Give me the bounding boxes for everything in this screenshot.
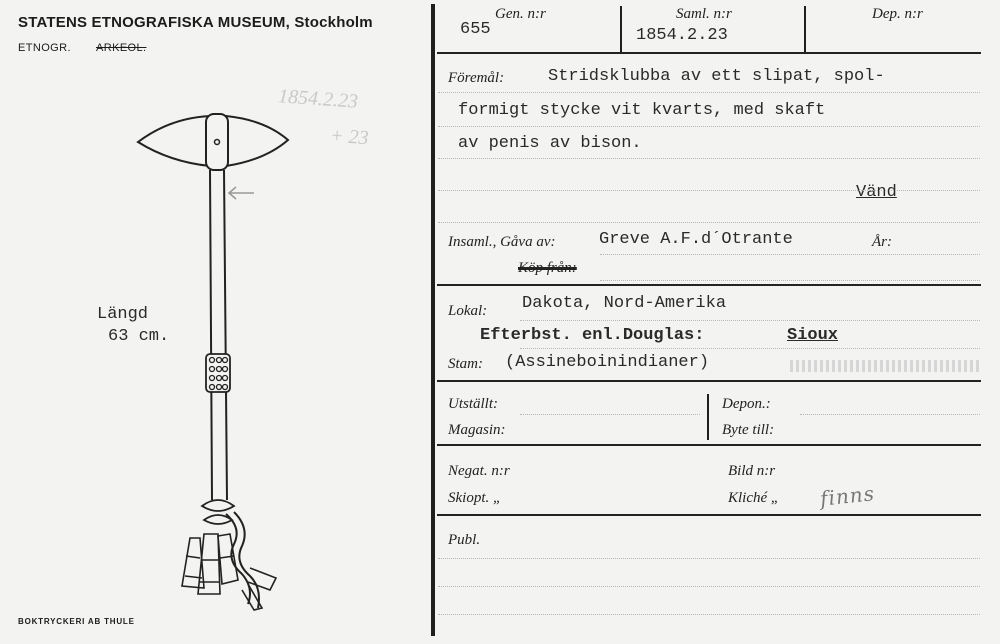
magasin-label: Magasin: — [448, 422, 506, 438]
war-club-drawing — [130, 108, 300, 613]
ruled-line — [600, 280, 980, 281]
bild-label: Bild n:r — [728, 463, 776, 479]
arrow-icon — [226, 184, 256, 202]
kliche-label: Kliché „ — [728, 490, 780, 506]
divider — [437, 444, 981, 446]
ruled-line — [600, 254, 980, 255]
divider — [620, 6, 622, 52]
depon-label: Depon.: — [722, 396, 771, 412]
length-label: Längd — [97, 305, 149, 324]
museum-title: STATENS ETNOGRAFISKA MUSEUM, Stockholm — [18, 14, 373, 31]
divider — [707, 394, 709, 440]
ruled-line — [438, 126, 980, 127]
foremal-line-3: av penis av bison. — [458, 134, 642, 153]
kliche-note: finns — [818, 481, 876, 511]
foremal-label: Föremål: — [448, 70, 505, 86]
divider — [437, 514, 981, 516]
divider — [437, 380, 981, 382]
utstallt-label: Utställt: — [448, 396, 499, 412]
divider — [437, 284, 981, 286]
ruled-line — [800, 414, 980, 415]
dept-arkeol: ARKEOL. — [96, 42, 147, 54]
stam-label: Stam: — [448, 356, 483, 372]
ruled-line — [520, 414, 700, 415]
insaml-label: Insaml., Gåva av: — [448, 234, 556, 250]
ruled-line — [438, 158, 980, 159]
saml-label: Saml. n:r — [676, 6, 732, 22]
publ-label: Publ. — [448, 532, 481, 548]
dep-label: Dep. n:r — [872, 6, 923, 22]
gen-label: Gen. n:r — [495, 6, 546, 22]
gen-number: 655 — [460, 20, 491, 39]
lokal-label: Lokal: — [448, 303, 488, 319]
stam-value: (Assineboinindianer) — [505, 353, 710, 372]
lokal-value: Dakota, Nord-Amerika — [522, 294, 727, 313]
card-divider — [431, 4, 435, 636]
ruled-line — [438, 558, 980, 559]
lokal-note: Efterbst. enl.Douglas: — [480, 326, 705, 345]
ruled-line — [438, 190, 980, 191]
pencil-note-2: + 23 — [329, 124, 370, 150]
length-value: 63 cm. — [108, 327, 170, 346]
negat-label: Negat. n:r — [448, 463, 510, 479]
ruled-line — [438, 92, 980, 93]
kop-label: Köp från: — [518, 260, 577, 276]
ruled-line — [438, 222, 980, 223]
ruled-line — [520, 320, 980, 321]
year-label: År: — [872, 234, 892, 250]
divider — [804, 6, 806, 52]
ruled-line — [520, 348, 980, 349]
pencil-note-1: 1854.2.23 — [277, 85, 359, 113]
lokal-tribe: Sioux — [787, 326, 839, 345]
saml-number: 1854.2.23 — [636, 26, 728, 45]
skiopt-label: Skiopt. „ — [448, 490, 502, 506]
vand-note: Vänd — [856, 183, 897, 202]
ruled-line — [438, 614, 980, 615]
erased-text — [790, 360, 980, 372]
printer-imprint: BOKTRYCKERI AB THULE — [18, 617, 135, 626]
foremal-line-1: Stridsklubba av ett slipat, spol- — [548, 67, 885, 86]
ruled-line — [438, 586, 980, 587]
dept-etnogr: ETNOGR. — [18, 42, 71, 54]
insaml-value: Greve A.F.d´Otrante — [599, 230, 793, 249]
foremal-line-2: formigt stycke vit kvarts, med skaft — [458, 101, 826, 120]
byte-label: Byte till: — [722, 422, 775, 438]
divider — [437, 52, 981, 54]
